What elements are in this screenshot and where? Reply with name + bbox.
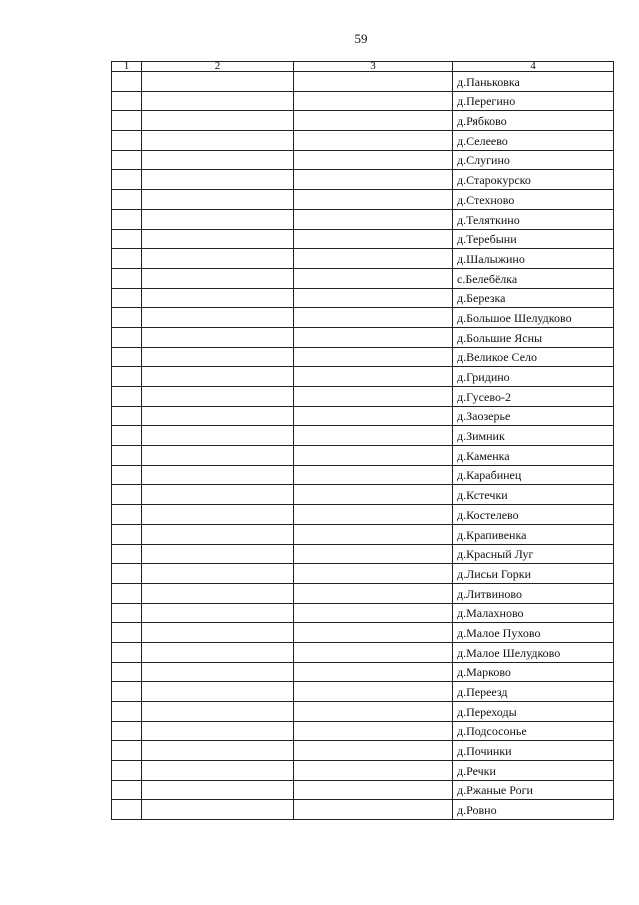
cell-col-1 bbox=[112, 702, 142, 722]
settlement-name: с.Белебёлка bbox=[453, 268, 614, 288]
cell-col-2 bbox=[142, 327, 294, 347]
table-row bbox=[112, 761, 614, 781]
table-row bbox=[112, 308, 614, 328]
table-row bbox=[112, 347, 614, 367]
cell-col-3 bbox=[294, 131, 453, 151]
cell-col-3 bbox=[294, 800, 453, 820]
cell-col-2 bbox=[142, 800, 294, 820]
cell-col-1 bbox=[112, 347, 142, 367]
cell-col-1 bbox=[112, 524, 142, 544]
settlement-name: д.Слугино bbox=[453, 150, 614, 170]
settlement-name: д.Кстечки bbox=[453, 485, 614, 505]
cell-col-3 bbox=[294, 761, 453, 781]
cell-col-2 bbox=[142, 780, 294, 800]
settlement-name: д.Теребыни bbox=[453, 229, 614, 249]
settlement-name: д.Переходы bbox=[453, 702, 614, 722]
cell-col-1 bbox=[112, 111, 142, 131]
cell-col-3 bbox=[294, 150, 453, 170]
cell-col-3 bbox=[294, 327, 453, 347]
cell-col-3 bbox=[294, 642, 453, 662]
settlement-name: д.Старокурско bbox=[453, 170, 614, 190]
cell-col-2 bbox=[142, 603, 294, 623]
table-row bbox=[112, 327, 614, 347]
table-row bbox=[112, 367, 614, 387]
cell-col-1 bbox=[112, 662, 142, 682]
table-row bbox=[112, 642, 614, 662]
cell-col-2 bbox=[142, 72, 294, 92]
cell-col-2 bbox=[142, 308, 294, 328]
cell-col-3 bbox=[294, 780, 453, 800]
settlement-name: д.Зимник bbox=[453, 426, 614, 446]
settlement-name: д.Костелево bbox=[453, 505, 614, 525]
cell-col-2 bbox=[142, 387, 294, 407]
cell-col-3 bbox=[294, 170, 453, 190]
cell-col-3 bbox=[294, 623, 453, 643]
table-row bbox=[112, 406, 614, 426]
table-row bbox=[112, 721, 614, 741]
cell-col-2 bbox=[142, 485, 294, 505]
cell-col-1 bbox=[112, 131, 142, 151]
settlement-name: д.Малахново bbox=[453, 603, 614, 623]
cell-col-1 bbox=[112, 623, 142, 643]
table-row bbox=[112, 229, 614, 249]
cell-col-3 bbox=[294, 446, 453, 466]
settlement-name: д.Перегино bbox=[453, 91, 614, 111]
table-row bbox=[112, 131, 614, 151]
table-row bbox=[112, 209, 614, 229]
cell-col-2 bbox=[142, 642, 294, 662]
cell-col-2 bbox=[142, 583, 294, 603]
cell-col-2 bbox=[142, 623, 294, 643]
table-row bbox=[112, 446, 614, 466]
cell-col-2 bbox=[142, 190, 294, 210]
settlement-name: д.Ровно bbox=[453, 800, 614, 820]
cell-col-1 bbox=[112, 249, 142, 269]
cell-col-1 bbox=[112, 505, 142, 525]
table-header-row bbox=[112, 62, 614, 72]
cell-col-3 bbox=[294, 72, 453, 92]
cell-col-2 bbox=[142, 347, 294, 367]
cell-col-2 bbox=[142, 209, 294, 229]
settlement-name: д.Ржаные Роги bbox=[453, 780, 614, 800]
cell-col-3 bbox=[294, 721, 453, 741]
cell-col-2 bbox=[142, 662, 294, 682]
cell-col-2 bbox=[142, 367, 294, 387]
cell-col-2 bbox=[142, 564, 294, 584]
cell-col-1 bbox=[112, 72, 142, 92]
cell-col-1 bbox=[112, 308, 142, 328]
cell-col-1 bbox=[112, 446, 142, 466]
settlement-name: д.Крапивенка bbox=[453, 524, 614, 544]
cell-col-1 bbox=[112, 426, 142, 446]
cell-col-3 bbox=[294, 564, 453, 584]
cell-col-3 bbox=[294, 465, 453, 485]
table-row bbox=[112, 91, 614, 111]
settlement-name: д.Теляткино bbox=[453, 209, 614, 229]
column-header-3: 3 bbox=[294, 62, 453, 72]
cell-col-2 bbox=[142, 229, 294, 249]
cell-col-2 bbox=[142, 170, 294, 190]
settlement-name: д.Селеево bbox=[453, 131, 614, 151]
table-row bbox=[112, 485, 614, 505]
table-row bbox=[112, 150, 614, 170]
cell-col-3 bbox=[294, 91, 453, 111]
cell-col-1 bbox=[112, 761, 142, 781]
settlement-name: д.Березка bbox=[453, 288, 614, 308]
cell-col-2 bbox=[142, 465, 294, 485]
cell-col-3 bbox=[294, 111, 453, 131]
cell-col-3 bbox=[294, 682, 453, 702]
settlements-table bbox=[111, 61, 614, 820]
cell-col-2 bbox=[142, 426, 294, 446]
settlement-name: д.Лисьи Горки bbox=[453, 564, 614, 584]
cell-col-1 bbox=[112, 603, 142, 623]
cell-col-2 bbox=[142, 505, 294, 525]
settlement-name: д.Малое Пухово bbox=[453, 623, 614, 643]
cell-col-1 bbox=[112, 91, 142, 111]
table-row bbox=[112, 426, 614, 446]
cell-col-2 bbox=[142, 131, 294, 151]
settlement-name: д.Заозерье bbox=[453, 406, 614, 426]
cell-col-1 bbox=[112, 268, 142, 288]
settlement-name: д.Шалыжино bbox=[453, 249, 614, 269]
settlement-name: д.Паньковка bbox=[453, 72, 614, 92]
table-row bbox=[112, 288, 614, 308]
cell-col-1 bbox=[112, 780, 142, 800]
table-row bbox=[112, 170, 614, 190]
table-row bbox=[112, 623, 614, 643]
table-row bbox=[112, 800, 614, 820]
cell-col-2 bbox=[142, 446, 294, 466]
cell-col-3 bbox=[294, 702, 453, 722]
settlement-name: д.Переезд bbox=[453, 682, 614, 702]
cell-col-2 bbox=[142, 406, 294, 426]
cell-col-1 bbox=[112, 406, 142, 426]
settlement-name: д.Великое Село bbox=[453, 347, 614, 367]
cell-col-3 bbox=[294, 505, 453, 525]
settlement-name: д.Марково bbox=[453, 662, 614, 682]
settlement-name: д.Стехново bbox=[453, 190, 614, 210]
column-header-4: 4 bbox=[453, 62, 614, 72]
table-row bbox=[112, 111, 614, 131]
table-row bbox=[112, 544, 614, 564]
table-row bbox=[112, 780, 614, 800]
cell-col-2 bbox=[142, 544, 294, 564]
cell-col-1 bbox=[112, 682, 142, 702]
cell-col-3 bbox=[294, 249, 453, 269]
cell-col-2 bbox=[142, 741, 294, 761]
cell-col-2 bbox=[142, 682, 294, 702]
cell-col-3 bbox=[294, 406, 453, 426]
cell-col-1 bbox=[112, 465, 142, 485]
table-row bbox=[112, 387, 614, 407]
table-body bbox=[112, 62, 614, 820]
cell-col-3 bbox=[294, 603, 453, 623]
table-row bbox=[112, 603, 614, 623]
settlement-name: д.Большое Шелудково bbox=[453, 308, 614, 328]
cell-col-3 bbox=[294, 524, 453, 544]
cell-col-3 bbox=[294, 268, 453, 288]
cell-col-1 bbox=[112, 229, 142, 249]
cell-col-3 bbox=[294, 209, 453, 229]
cell-col-3 bbox=[294, 485, 453, 505]
cell-col-3 bbox=[294, 741, 453, 761]
page-number: 59 bbox=[354, 31, 368, 46]
table-row bbox=[112, 741, 614, 761]
cell-col-1 bbox=[112, 583, 142, 603]
cell-col-1 bbox=[112, 150, 142, 170]
settlement-name: д.Каменка bbox=[453, 446, 614, 466]
cell-col-3 bbox=[294, 387, 453, 407]
cell-col-1 bbox=[112, 387, 142, 407]
table-row bbox=[112, 72, 614, 92]
cell-col-3 bbox=[294, 544, 453, 564]
settlement-name: д.Карабинец bbox=[453, 465, 614, 485]
settlement-name: д.Речки bbox=[453, 761, 614, 781]
cell-col-3 bbox=[294, 367, 453, 387]
column-header-2: 2 bbox=[142, 62, 294, 72]
cell-col-3 bbox=[294, 308, 453, 328]
settlement-name: д.Литвиново bbox=[453, 583, 614, 603]
cell-col-1 bbox=[112, 800, 142, 820]
table-row bbox=[112, 190, 614, 210]
cell-col-1 bbox=[112, 544, 142, 564]
table-row bbox=[112, 524, 614, 544]
cell-col-2 bbox=[142, 111, 294, 131]
cell-col-1 bbox=[112, 170, 142, 190]
settlement-name: д.Рябково bbox=[453, 111, 614, 131]
column-header-1: 1 bbox=[112, 62, 142, 72]
cell-col-1 bbox=[112, 741, 142, 761]
table-row bbox=[112, 702, 614, 722]
table-row bbox=[112, 662, 614, 682]
table-row bbox=[112, 505, 614, 525]
table-row bbox=[112, 268, 614, 288]
cell-col-1 bbox=[112, 190, 142, 210]
settlement-name: д.Гридино bbox=[453, 367, 614, 387]
cell-col-3 bbox=[294, 229, 453, 249]
settlement-name: д.Большие Ясны bbox=[453, 327, 614, 347]
cell-col-1 bbox=[112, 721, 142, 741]
settlement-name: д.Малое Шелудково bbox=[453, 642, 614, 662]
cell-col-1 bbox=[112, 642, 142, 662]
cell-col-1 bbox=[112, 209, 142, 229]
cell-col-2 bbox=[142, 288, 294, 308]
cell-col-3 bbox=[294, 347, 453, 367]
table-row bbox=[112, 465, 614, 485]
settlement-name: д.Гусево-2 bbox=[453, 387, 614, 407]
cell-col-3 bbox=[294, 190, 453, 210]
cell-col-2 bbox=[142, 761, 294, 781]
table-row bbox=[112, 564, 614, 584]
cell-col-1 bbox=[112, 367, 142, 387]
settlement-name: д.Красный Луг bbox=[453, 544, 614, 564]
settlement-name: д.Подсосонье bbox=[453, 721, 614, 741]
cell-col-2 bbox=[142, 702, 294, 722]
cell-col-2 bbox=[142, 150, 294, 170]
cell-col-2 bbox=[142, 524, 294, 544]
cell-col-3 bbox=[294, 662, 453, 682]
cell-col-1 bbox=[112, 564, 142, 584]
cell-col-1 bbox=[112, 485, 142, 505]
table-row bbox=[112, 583, 614, 603]
cell-col-2 bbox=[142, 91, 294, 111]
cell-col-3 bbox=[294, 426, 453, 446]
table-row bbox=[112, 249, 614, 269]
cell-col-2 bbox=[142, 721, 294, 741]
cell-col-1 bbox=[112, 288, 142, 308]
cell-col-1 bbox=[112, 327, 142, 347]
cell-col-2 bbox=[142, 249, 294, 269]
cell-col-2 bbox=[142, 268, 294, 288]
settlement-name: д.Починки bbox=[453, 741, 614, 761]
table-row bbox=[112, 682, 614, 702]
cell-col-3 bbox=[294, 288, 453, 308]
cell-col-3 bbox=[294, 583, 453, 603]
